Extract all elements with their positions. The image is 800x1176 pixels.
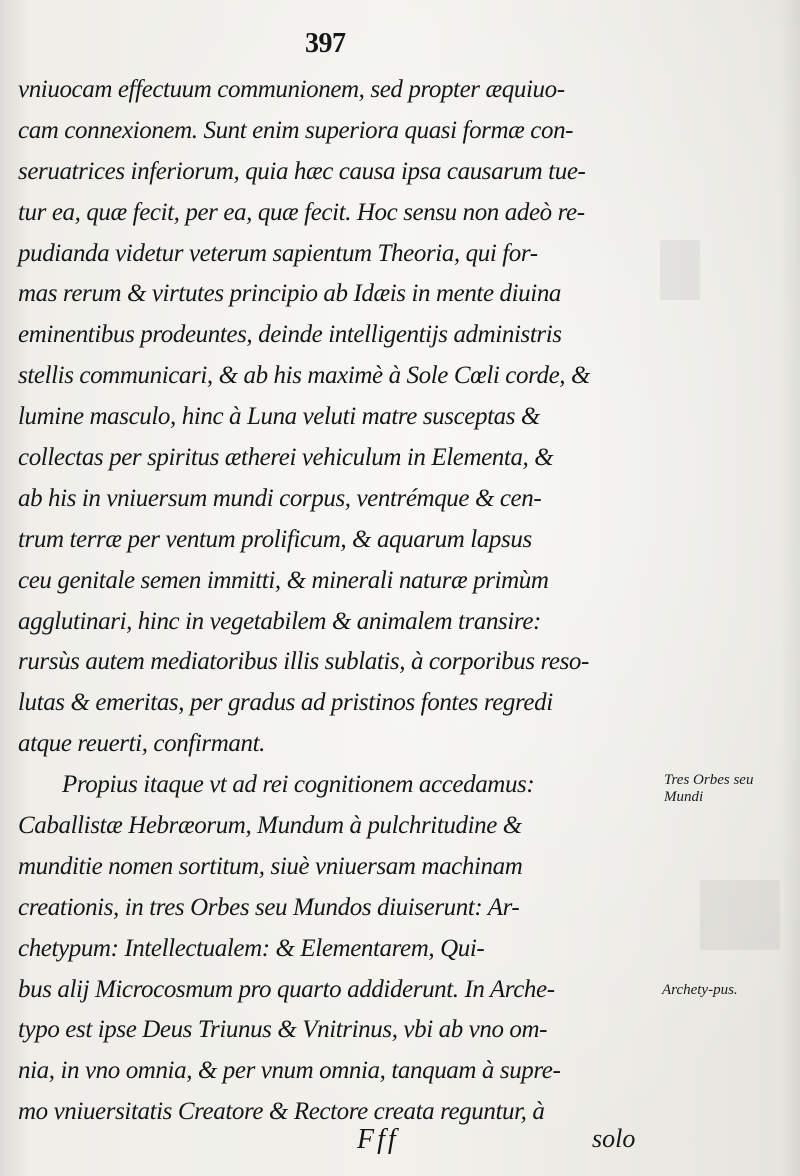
text-line: chetypum: Intellectualem: & Elementarem, Qui- [18,934,485,962]
catchword: solo [592,1124,636,1153]
text-line: agglutinari, hinc in vegetabilem & animalem transire: [18,607,541,635]
text-line: collectas per spiritus ætherei vehiculum in Elementa, & [18,444,554,472]
text-line: mo vniuersitatis Creatore & Rectore creata reguntur, à [18,1098,545,1126]
text-line: tur ea, quæ fecit, per ea, quæ fecit. Hoc sensu non adeò re- [18,198,585,226]
bleed-through-mark [660,240,700,300]
text-line: creationis, in tres Orbes seu Mundos diuiserunt: Ar- [18,893,520,921]
text-line: bus alij Microcosmum pro quarto addiderunt. In Arche- [18,975,555,1003]
text-line: eminentibus prodeuntes, deinde intelligentijs administris [18,321,562,349]
margin-note-archetypus: Archety-pus. [662,982,738,998]
page-number: 397 [305,28,346,59]
text-line: lutas & emeritas, per gradus ad pristinos fontes regredi [18,689,553,717]
text-line: atque reuerti, confirmant. [18,730,265,758]
text-line: ab his in vniuersum mundi corpus, ventrémque & cen- [18,484,542,512]
text-line: stellis communicari, & ab his maximè à Sole Cœli corde, & [18,362,591,390]
text-line: nia, in vno omnia, & per vnum omnia, tanquam à supre- [18,1057,561,1085]
signature-mark: Fff [357,1124,399,1155]
text-line: ceu genitale semen immitti, & minerali naturæ primùm [18,566,549,594]
text-line: vniuocam effectuum communionem, sed propter æquiuo- [18,76,565,103]
text-line: cam connexionem. Sunt enim superiora quasi formæ con- [18,116,574,144]
body-text [18,70,658,1133]
text-line: lumine masculo, hinc à Luna veluti matre susceptas & [18,403,540,431]
text-line: mas rerum & virtutes principio ab Idæis in mente diuina [18,280,562,308]
text-line: pudianda videtur veterum sapientum Theoria, qui for- [18,239,538,267]
paragraph-start-line: Propius itaque vt ad rei cognitionem accedamus: [62,771,535,799]
text-line: munditie nomen sortitum, siuè vniuersam machinam [18,852,523,880]
text-line: typo est ipse Deus Triunus & Vnitrinus, vbi ab vno om- [18,1016,548,1044]
text-line: trum terræ per ventum prolificum, & aquarum lapsus [18,525,532,553]
text-line: seruatrices inferiorum, quia hæc causa ipsa causarum tue- [18,157,586,185]
bleed-through-mark [700,880,780,950]
text-line: rursùs autem mediatoribus illis sublatis, à corporibus reso- [18,648,589,676]
margin-note-tres-orbes: Tres Orbes seu Mundi [664,772,754,805]
text-line: Caballistæ Hebræorum, Mundum à pulchritudine & [18,812,522,840]
